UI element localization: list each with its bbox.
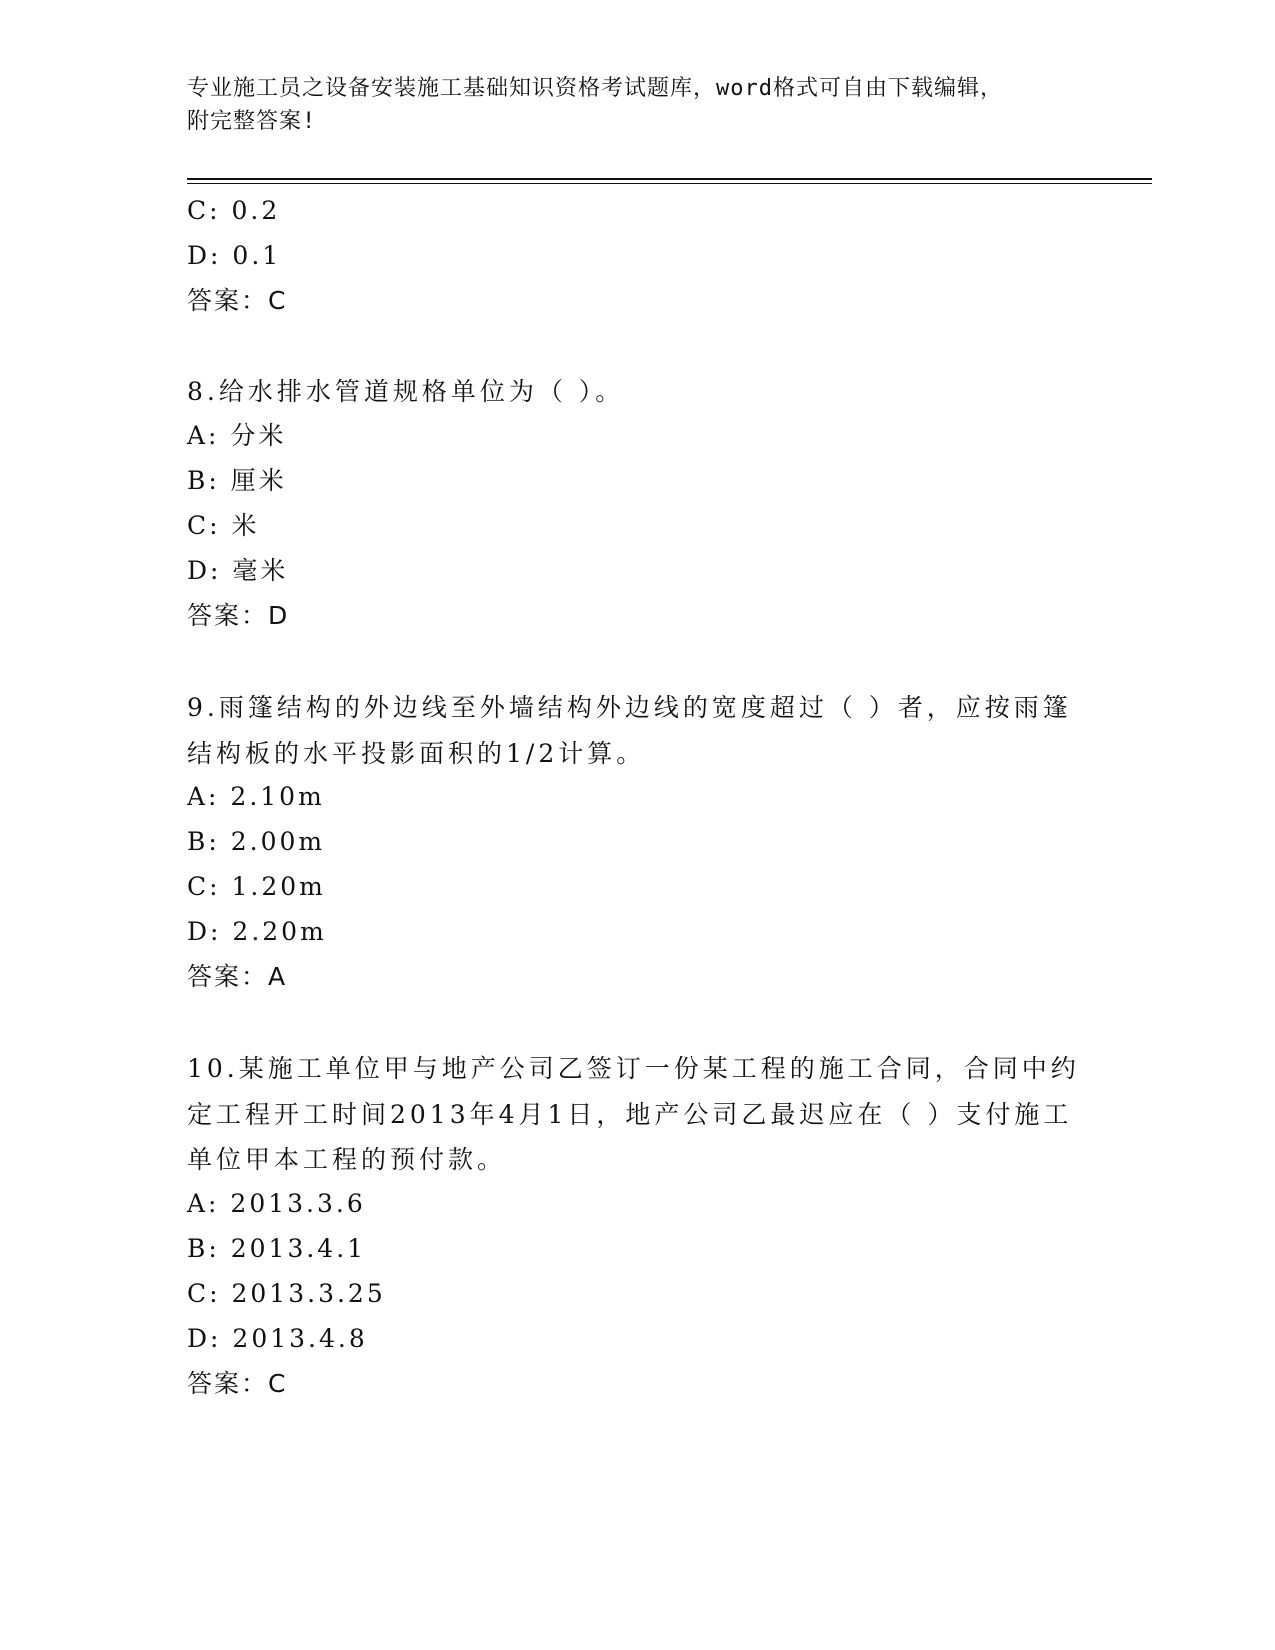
option-b: B: 2.00m: [187, 827, 326, 856]
option-b: B: 厘米: [187, 466, 287, 495]
option-d: D: 2013.4.8: [187, 1324, 368, 1353]
header-rule-thin: [187, 183, 1152, 184]
option-c: C: 2013.3.25: [187, 1279, 386, 1308]
option-a: A: 2.10m: [187, 782, 325, 811]
answer-line: 答案：C: [187, 1369, 288, 1398]
title-line-1: 专业施工员之设备安装施工基础知识资格考试题库，word格式可自由下载编辑，: [187, 76, 1003, 101]
option-b: B: 2013.4.1: [187, 1234, 367, 1263]
question-stem: 10.某施工单位甲与地产公司乙签订一份某工程的施工合同，合同中约定工程开工时间2013年4月1日，地产公司乙最迟应在（ ）支付施工单位甲本工程的预付款。: [187, 1054, 1080, 1174]
answer-line: 答案：D: [187, 601, 290, 630]
document-title: [187, 72, 1067, 138]
option-a: A: 分米: [187, 421, 287, 450]
question-stem: 9.雨篷结构的外边线至外墙结构外边线的宽度超过（ ）者，应按雨篷结构板的水平投影面积的1/2计算。: [187, 693, 1072, 768]
option-d: D: 毫米: [187, 556, 289, 585]
question-stem: 8.给水排水管道规格单位为（ ）。: [187, 377, 625, 406]
option-d: D: 0.1: [187, 241, 282, 270]
title-line-2: 附完整答案!: [187, 109, 317, 134]
option-c: C: 1.20m: [187, 872, 326, 901]
answer-line: 答案：C: [187, 286, 288, 315]
answer-line: 答案：A: [187, 962, 288, 991]
option-a: A: 2013.3.6: [187, 1189, 366, 1218]
option-d: D: 2.20m: [187, 917, 327, 946]
option-c: C: 0.2: [187, 196, 281, 225]
option-c: C: 米: [187, 511, 260, 540]
header-rule-thick: [187, 178, 1152, 180]
